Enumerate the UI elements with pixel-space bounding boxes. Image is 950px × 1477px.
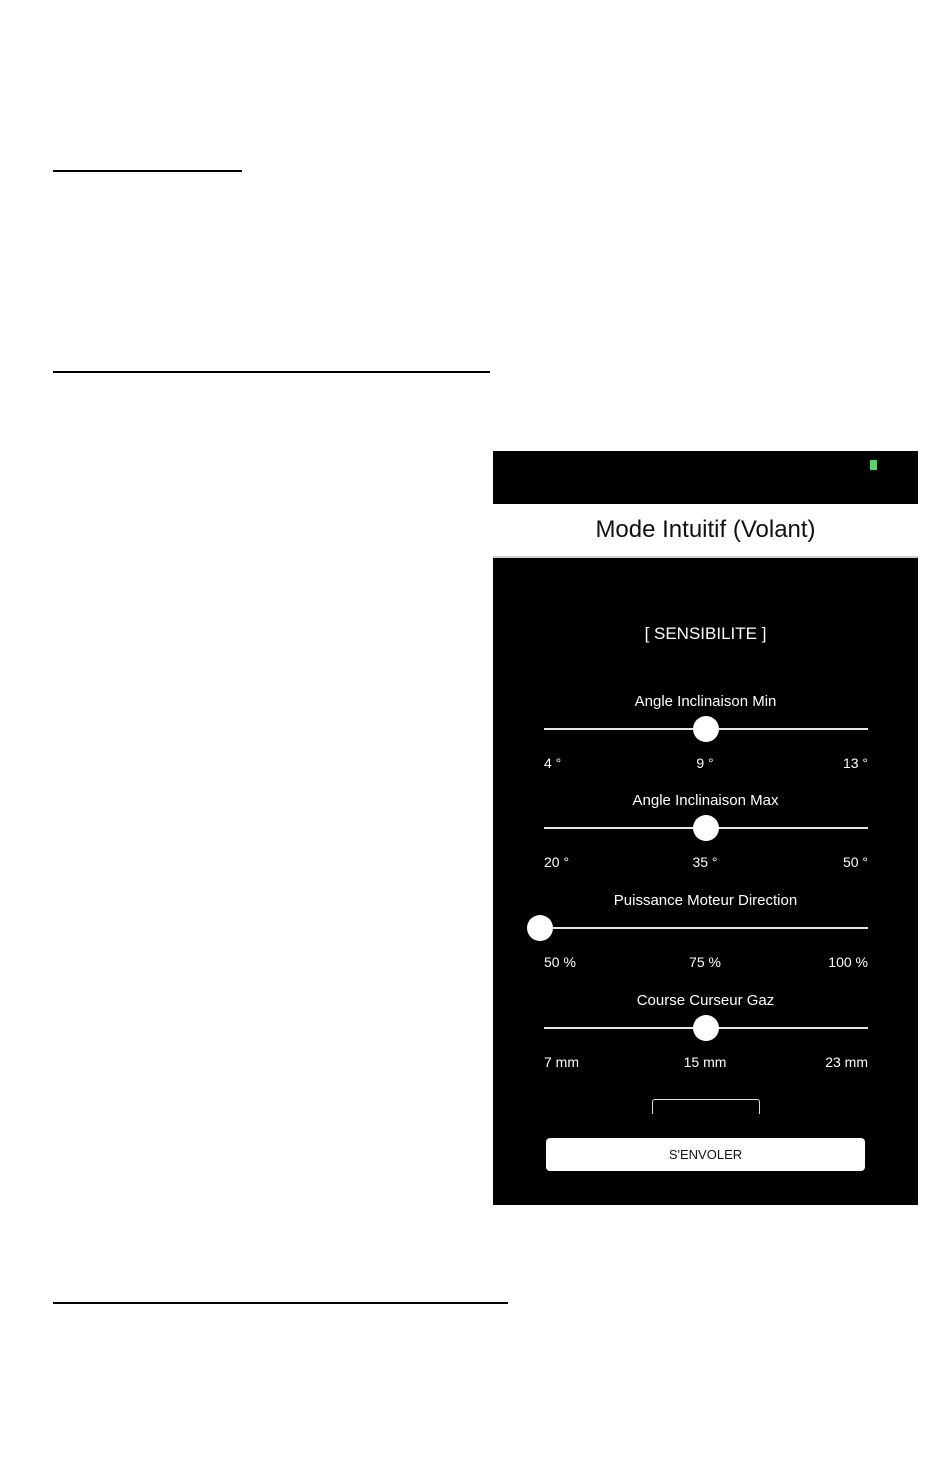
slider-min-label: 20 ° <box>544 854 570 870</box>
slider-thumb[interactable] <box>693 716 719 742</box>
slider-angle-max <box>493 792 918 882</box>
slider-max-label: 13 ° <box>842 755 868 771</box>
slider-thumb[interactable] <box>693 1015 719 1041</box>
slider-label: Puissance Moteur Direction <box>613 892 798 909</box>
slider-label: Angle Inclinaison Min <box>634 693 777 710</box>
document-rule-1 <box>53 170 242 172</box>
page-title: Mode Intuitif (Volant) <box>595 516 816 543</box>
slider-angle-min <box>493 693 918 783</box>
slider-label: Angle Inclinaison Max <box>632 792 779 809</box>
slider-mid-label: 15 mm <box>683 1054 727 1070</box>
slider-thumb[interactable] <box>693 815 719 841</box>
takeoff-button[interactable]: S'ENVOLER <box>546 1138 865 1171</box>
slider-max-label: 50 ° <box>842 854 868 870</box>
slider-motor-power <box>493 892 918 982</box>
slider-mid-label: 35 ° <box>692 854 718 870</box>
document-rule-2 <box>53 371 490 373</box>
slider-max-label: 100 % <box>828 954 868 970</box>
battery-icon <box>870 460 877 470</box>
partially-hidden-button[interactable] <box>652 1099 760 1114</box>
slider-mid-label: 9 ° <box>696 755 714 771</box>
slider-thumb[interactable] <box>527 915 553 941</box>
document-rule-3 <box>53 1302 508 1304</box>
slider-max-label: 23 mm <box>825 1054 868 1070</box>
slider-min-label: 50 % <box>544 954 576 970</box>
slider-track[interactable] <box>544 927 868 929</box>
slider-mid-label: 75 % <box>689 954 721 970</box>
section-title: [ SENSIBILITE ] <box>644 624 767 643</box>
slider-label: Course Curseur Gaz <box>636 992 775 1009</box>
slider-min-label: 7 mm <box>544 1054 579 1070</box>
navigation-bar <box>493 504 918 558</box>
status-bar <box>493 451 918 504</box>
app-screenshot <box>493 451 918 1205</box>
slider-min-label: 4 ° <box>544 755 562 771</box>
slider-throttle-travel <box>493 992 918 1082</box>
